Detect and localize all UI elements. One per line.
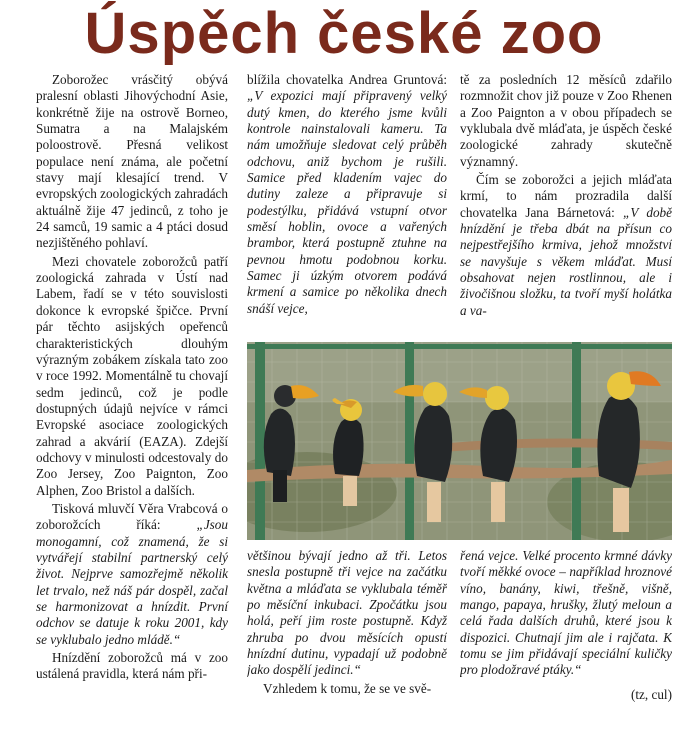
quote: většinou bývají jedno až tři. Letos snesla postupně tři vejce na začátku května a mláďata se vyklubala téměř po měsíční inkubaci. Zpočátku jsou holá, peří jim roste postupně. Když zhruba po dvou měsících opustí hnízdní dutinu, vypadají už podobně jako dospělí jedinci.“: [247, 548, 447, 678]
quote: řená vejce. Velké procento krmné dávky tvoří měkké ovoce – například hroznové víno, banány, kiwi, třešně, višně, mango, papaya, hrušky, žlutý meloun a celá řada dalších druhů, které jsou k dispozici. Chutnají jim ale i rajčata. K tomu se jim přidávají speciální kuličky pro plodožravé ptáky.“: [460, 548, 672, 678]
paragraph: [36, 501, 228, 648]
article-column-1: [36, 72, 228, 722]
paragraph-lead: blížila chovatelka Andrea Gruntová:: [247, 72, 447, 87]
paragraph: Hnízdění zoborožců má v zoo ustálená pravidla, která nám při-: [36, 650, 228, 682]
article-column-3-bottom: [460, 548, 672, 726]
paragraph-lead: Čím se zoborožci a jejich mláďata krmí, to nám prozradila další chovatelka Jana Bárnetová:: [460, 172, 672, 220]
article-column-3-top: [460, 72, 672, 334]
hornbill-photo: [247, 342, 672, 540]
paragraph-lead: Tisková mluvčí Věra Vrabcová o zoborožcích říká:: [36, 500, 228, 533]
quote: „V době hnízdění je třeba dbát na přísun co nejpestřejšího krmiva, jehož množství se navyšuje s věkem mláďat. Musí obsahovat nejen rostlinnou, ale i živočišnou složku, ta tvoří myší holátka a va-: [460, 204, 672, 318]
quote: „V expozici mají připravený velký dutý kmen, do kterého jsme kvůli kontrole nainstalovali kameru. Ta nám umožňuje sledovat celý průběh odchovu, aniž bychom je rušili. Samice před kladením vajec do dutiny zaleze a připravuje si podestýlku, přidává vstupní otvor směsí hoblin, ovoce a vařených brambor, která postupně ztuhne na pevnou hmotu podobnou korku. Samec ji úzkým otvorem podává krmení a samice po několika dnech snáší vejce,: [247, 88, 447, 316]
hornbill-photo-illustration: [247, 342, 672, 540]
paragraph: Mezi chovatele zoborožců patří zoologická zahrada v Ústí nad Labem, řadí se v této souvislosti dokonce k evropské špičce. První pár těchto asijských opeřenců charakteristických dlouhým výrazným zobákem získala tato zoo v roce 1992. Momentálně tu chovají sedm jedinců, což je podle dostupných údajů nejvíce v rámci Evropské asociace zoologických zahrad a akvárií (EAZA). Zdejší odchovy v minulosti odcestovaly do Zoo Jersey, Zoo Paignton, Zoo Alphen, Zoo Bristol a dalších.: [36, 253, 228, 498]
paragraph: Zoborožec vrásčitý obývá pralesní oblasti Jihovýchodní Asie, konkrétně žije na ostrově Borneo, Sumatra a na Malajském poloostrově. Přesná velikost populace není známa, ale početní stavy mají klesající trend. V evropských zoologických zahradách aktuálně žije 47 jedinců, z toho je 24 samců, 19 samic a 4 ptáci dosud nezjištěného pohlaví.: [36, 72, 228, 251]
article-column-2-bottom: [247, 548, 447, 726]
article-headline: Úspěch české zoo: [84, 1, 604, 66]
article-column-2-top: [247, 72, 447, 334]
paragraph: Vzhledem k tomu, že se ve svě-: [263, 680, 432, 696]
paragraph: [247, 72, 447, 317]
quote: „Jsou monogamní, což znamená, že si vytvářejí stabilní partnerský celý život. Nejprve samozřejmě několik let trvalo, než náš pár dospěl, začal se harmonizovat a hnízdit. První odchov se datuje k roku 2001, kdy se vyklubalo jedno mládě.“: [36, 517, 228, 647]
author-credit: (tz, cul): [630, 686, 672, 702]
paragraph: [460, 172, 672, 319]
paragraph: tě za posledních 12 měsíců zdařilo rozmnožit chov již pouze v Zoo Rhenen a Zoo Paignton a v obou případech se vyklubala dvě mláďata, je úspěch české zoologické zahrady skutečně významný.: [460, 72, 672, 169]
